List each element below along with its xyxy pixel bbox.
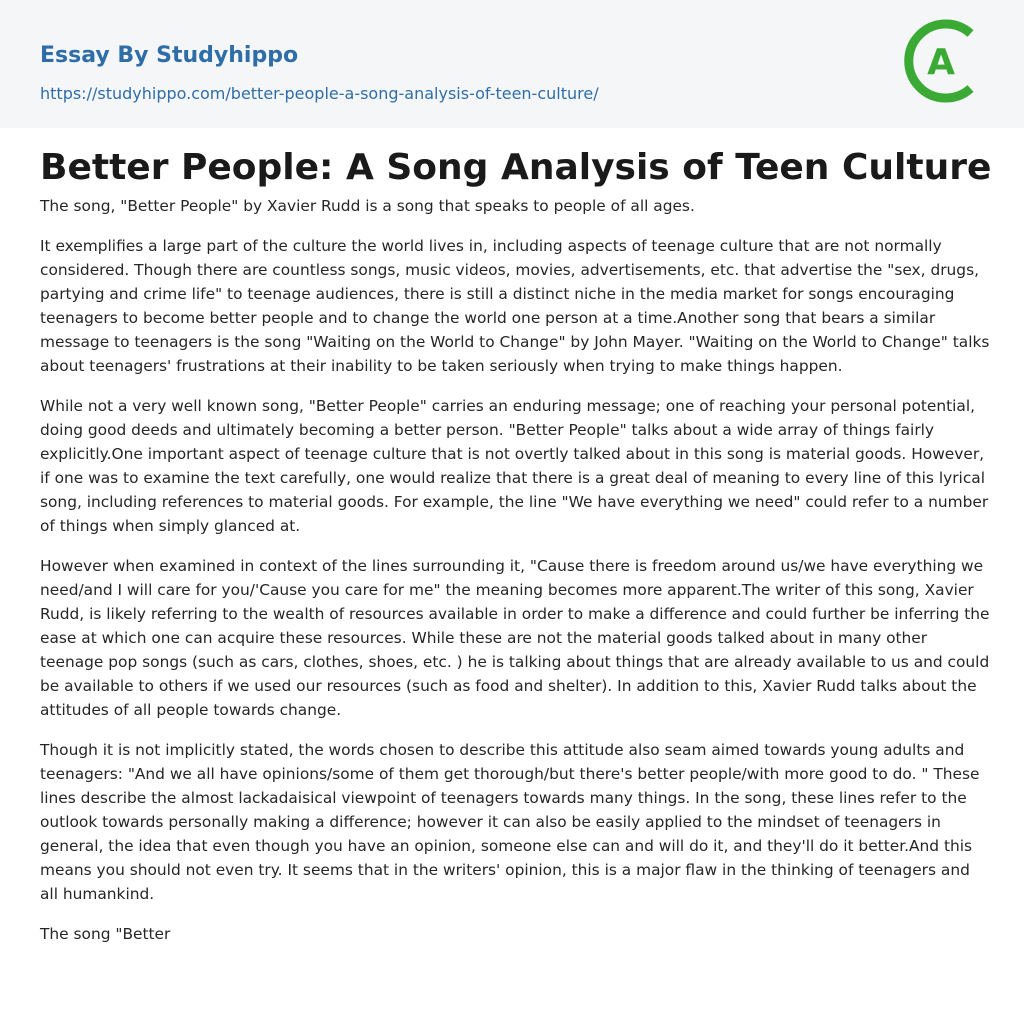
essay-paragraph: It exemplifies a large part of the culture the world lives in, including aspects of teenage culture that are not normally considered. Though there are countless songs, music videos, movies, advertisements, etc. that advertise the "sex, drugs, partying and crime life" to teenage audiences, there is still a distinct niche in the media market for songs encouraging teenagers to become better people and to change the world one person at a time.Another song that bears a similar message to teenagers is the song "Waiting on the World to Change" by John Mayer. "Waiting on the World to Change" talks about teenagers' frustrations at their inability to be taken seriously when trying to make things happen. xyxy=(40,237,990,375)
site-brand[interactable]: Essay By Studyhippo xyxy=(40,43,299,68)
essay-paragraph: Though it is not implicitly stated, the words chosen to describe this attitude also seam aimed towards young adults and teenagers: "And we all have opinions/some of them get thorough/but there's better people/with more good to do. " These lines describe the almost lackadaisical viewpoint of teenagers towards many things. In the song, these lines refer to the outlook towards personally making a difference; however it can also be easily applied to the mindset of teenagers in general, the idea that even though you have an opinion, someone else can and will do it, and they'll do it better.And this means you should not even try. It seems that in the writers' opinion, this is a major flaw in the thinking of teenagers and all humankind. xyxy=(40,741,980,903)
essay-body xyxy=(40,194,990,962)
essay-title: Better People: A Song Analysis of Teen Culture xyxy=(40,147,992,188)
studyhippo-logo-icon[interactable] xyxy=(900,18,986,104)
logo-letter: A xyxy=(927,42,955,83)
essay-paragraph: The song, "Better People" by Xavier Rudd is a song that speaks to people of all ages. xyxy=(40,197,695,215)
essay-paragraph: While not a very well known song, "Better People" carries an enduring message; one of reaching your personal potential, doing good deeds and ultimately becoming a better person. "Better People" talks about a wide array of things fairly explicitly.One important aspect of teenage culture that is not overtly talked about in this song is material goods. However, if one was to examine the text carefully, one would realize that there is a great deal of meaning to every line of this lyrical song, including references to material goods. For example, the line "We have everything we need" could refer to a number of things when simply glanced at. xyxy=(40,397,989,535)
essay-url-link[interactable]: https://studyhippo.com/better-people-a-song-analysis-of-teen-culture/ xyxy=(40,84,599,103)
site-header xyxy=(0,0,1024,128)
essay-paragraph-truncated: The song "Better xyxy=(40,925,171,943)
essay-paragraph: However when examined in context of the lines surrounding it, "Cause there is freedom around us/we have everything we need/and I will care for you/'Cause you care for me" the meaning becomes more apparent.The writer of this song, Xavier Rudd, is likely referring to the wealth of resources available in order to make a difference and could further be inferring the ease at which one can acquire these resources. While these are not the material goods talked about in many other teenage pop songs (such as cars, clothes, shoes, etc. ) he is talking about things that are already available to us and could be available to others if we used our resources (such as food and shelter). In addition to this, Xavier Rudd talks about the attitudes of all people towards change. xyxy=(40,557,990,719)
